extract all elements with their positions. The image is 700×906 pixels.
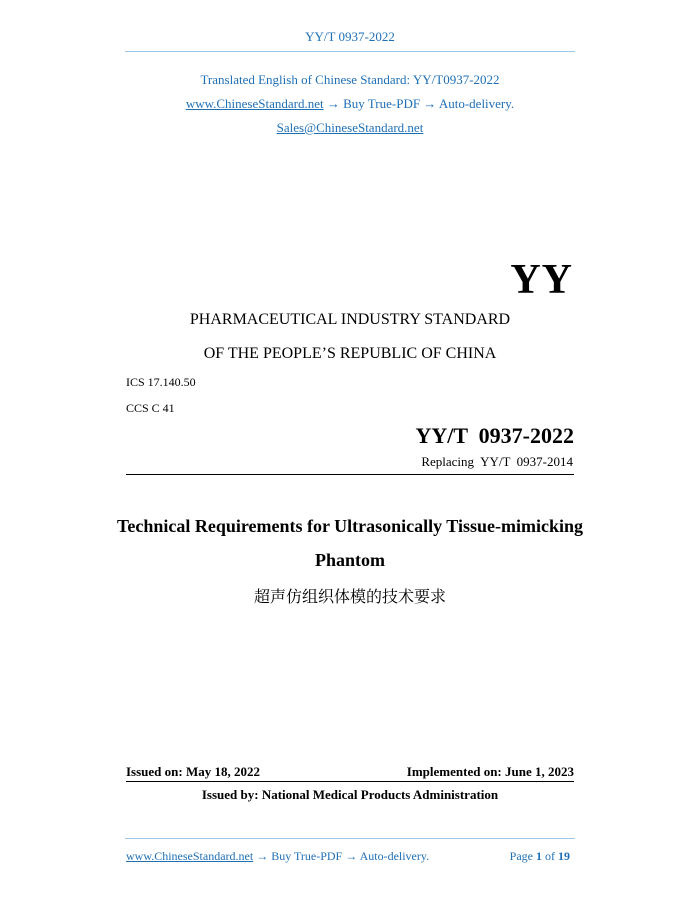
page-indicator <box>510 849 570 864</box>
cover-divider <box>126 474 574 475</box>
footer-promo <box>126 849 429 864</box>
standard-logo: YY <box>510 257 573 303</box>
header-divider <box>125 51 575 52</box>
footer-buy-text: → Buy True-PDF → Auto-delivery. <box>256 849 430 863</box>
industry-heading-line2: OF THE PEOPLE’S REPUBLIC OF CHINA <box>203 345 497 362</box>
dates-divider <box>126 781 574 782</box>
website-promo-line <box>0 96 700 112</box>
industry-heading-line1: PHARMACEUTICAL INDUSTRY STANDARD <box>189 311 511 328</box>
translated-notice: Translated English of Chinese Standard: YY/T0937-2022 <box>200 72 500 87</box>
page-of: of <box>545 849 555 863</box>
page-current: 1 <box>536 849 542 863</box>
implemented-on-date: Implemented on: June 1, 2023 <box>406 764 574 779</box>
page-label: Page <box>509 849 533 863</box>
ccs-code: CCS C 41 <box>126 401 175 415</box>
header-standard-code: YY/T 0937-2022 <box>305 29 395 44</box>
issued-by: Issued by: National Medical Products Administration <box>201 787 499 802</box>
footer-website-link[interactable]: www.ChineseStandard.net <box>126 849 254 863</box>
title-line1: Technical Requirements for Ultrasonically Tissue-mimicking <box>116 516 583 536</box>
email-line <box>0 120 700 136</box>
ics-code: ICS 17.140.50 <box>126 375 196 389</box>
standard-number: YY/T 0937-2022 <box>415 423 574 448</box>
buy-pdf-text: → Buy True-PDF → Auto-delivery. <box>326 96 515 111</box>
issued-on-date: Issued on: May 18, 2022 <box>126 764 260 779</box>
footer-divider <box>125 838 575 839</box>
chinese-title: 超声仿组织体模的技术要求 <box>253 587 446 606</box>
website-link[interactable]: www.ChineseStandard.net <box>185 96 324 111</box>
email-link[interactable]: Sales@ChineseStandard.net <box>276 120 424 135</box>
title-line2: Phantom <box>314 550 385 570</box>
page-total: 19 <box>558 849 570 863</box>
replacing-note: Replacing YY/T 0937-2014 <box>421 454 573 469</box>
